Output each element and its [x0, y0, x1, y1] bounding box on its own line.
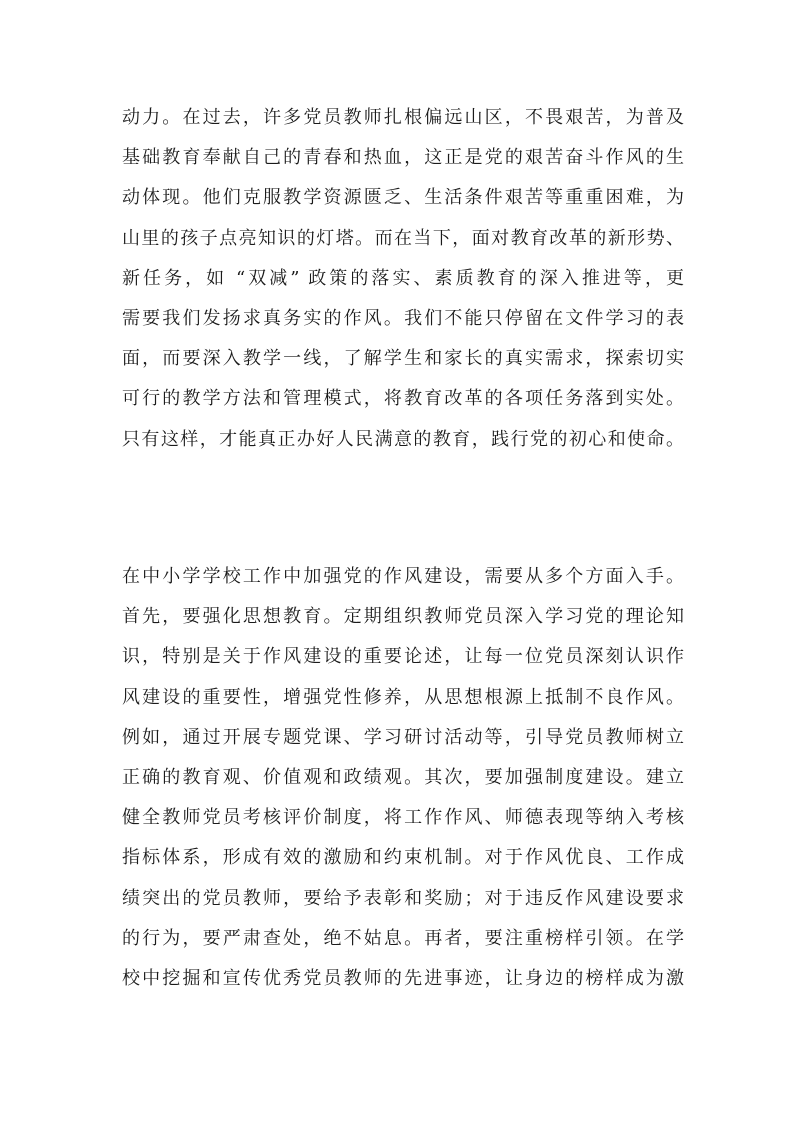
text-line: 基础教育奉献自己的青春和热血，这正是党的艰苦奋斗作风的生: [122, 147, 684, 169]
text-line: 首先，要强化思想教育。定期组织教师党员深入学习党的理论知: [122, 606, 684, 628]
text-line: 动体现。他们克服教学资源匮乏、生活条件艰苦等重重困难，为: [122, 187, 684, 209]
text-line: 校中挖掘和宣传优秀党员教师的先进事迹，让身边的榜样成为激: [122, 967, 684, 989]
text-line: 动力。在过去，许多党员教师扎根偏远山区，不畏艰苦，为普及: [122, 107, 684, 128]
paragraph-2: [122, 557, 684, 999]
text-line: 例如，通过开展专题党课、学习研讨活动等，引导党员教师树立: [122, 726, 684, 748]
text-line: 的行为，要严肃查处，绝不姑息。再者，要注重榜样引领。在学: [122, 927, 684, 949]
text-line: 风建设的重要性，增强党性修养，从思想根源上抵制不良作风。: [122, 686, 684, 708]
text-line: 需要我们发扬求真务实的作风。我们不能只停留在文件学习的表: [122, 307, 684, 329]
paragraph-1: [122, 98, 684, 460]
text-line: 可行的教学方法和管理模式，将教育改革的各项任务落到实处。: [122, 388, 684, 410]
text-line: 识，特别是关于作风建设的重要论述，让每一位党员深刻认识作: [122, 646, 684, 668]
text-line: 绩突出的党员教师，要给予表彰和奖励；对于违反作风建设要求: [122, 887, 684, 909]
text-line: 山里的孩子点亮知识的灯塔。而在当下，面对教育改革的新形势、: [122, 227, 684, 249]
text-line: 新任务，如 “双减” 政策的落实、素质教育的深入推进等，更: [122, 267, 684, 289]
text-line: 指标体系，形成有效的激励和约束机制。对于作风优良、工作成: [122, 847, 684, 869]
text-line: 面，而要深入教学一线，了解学生和家长的真实需求，探索切实: [122, 348, 684, 370]
text-line: 在中小学学校工作中加强党的作风建设，需要从多个方面入手。: [122, 566, 684, 587]
text-line: 正确的教育观、价值观和政绩观。其次，要加强制度建设。建立: [122, 766, 684, 788]
text-line: 健全教师党员考核评价制度，将工作作风、师德表现等纳入考核: [122, 807, 684, 829]
text-line: 只有这样，才能真正办好人民满意的教育，践行党的初心和使命。: [122, 428, 684, 450]
